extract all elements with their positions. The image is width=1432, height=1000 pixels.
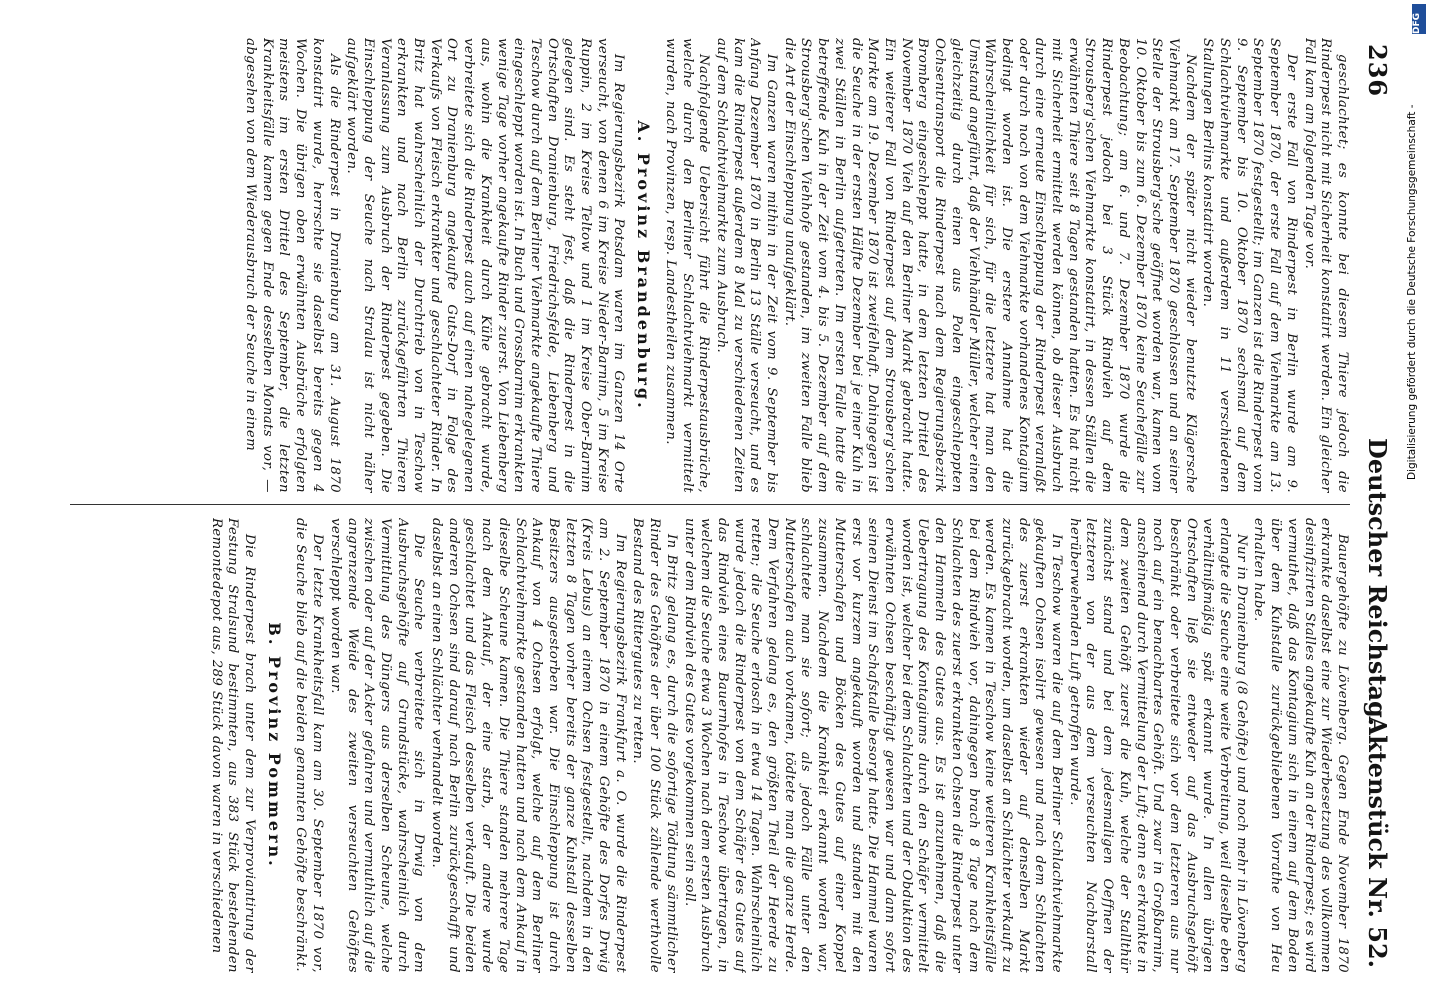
- paragraph: In Teschow waren die auf dem Berliner Schlachtviehmarkte gekauften Ochsen isolirt gewesen und nach dem Schlachten des zuerst erkrankten wieder auf denselben Markt zurückgebracht worden, um daselbst an Schlächter verkauft zu werden. Es kamen in Teschow keine weiteren Krankheitsfälle bei dem Rindvieh vor, dahingegen brach 8 Tage nach dem Schlachten des zuerst erkrankten Ochsen die Rinderpest unter den Hammeln des Gutes aus. Es ist anzunehmen, daß die Uebertragung des Kontagiums durch den Schäfer vermittelt worden ist, welcher bei dem Schlachten und der Obduktion des erwähnten Ochsen beschäftigt gewesen war und dann sofort seinen Dienst im Schafstalle besorgt hatte. Die Hammel waren erst vor kurzem angekauft worden und standen mit den Mutterschafen und Böcken des Gutes auf einer Koppel zusammen. Nachdem die Krankheit erkannt worden war, schlachtete man sie sofort; als jedoch Fälle unter den Mutterschafen auch vorkamen, tödtete man die ganze Herde. Dem Verfahren gelang es, den größten Theil der Heerde zu retten; die Seuche erlosch in etwa 14 Tagen. Wahrscheinlich wurde jedoch die Rinderpest von dem Schäfer des Gutes auf das Rindvieh eines Bauernhofes in Teschow übertragen, in welchem die Seuche etwa 3 Wochen nach dem ersten Ausbruch unter dem Rindvieh des Gutes vorgekommen sein soll.: [681, 518, 1065, 973]
- paragraph: Der erste Fall von Rinderpest in Berlin wurde am 9. September 1870, der erste Fall auf dem Viehmarkte am 13. September 1870 festgestellt; im Ganzen ist die Rinderpest vom 9. September bis 10. Oktober 1870 sechsmal auf dem Schlachtviehmarkte und außerdem in 11 verschiedenen Stallungen Berlins konstatirt worden.: [1200, 38, 1299, 493]
- page-header: [1356, 38, 1400, 978]
- section-heading: A. Provinz Brandenburg.: [634, 120, 654, 411]
- paragraph: Nur in Dranienburg (8 Gehöfte) und noch mehr in Lövenberg erlangte die Seuche eine weite Verbreitung, weil dieselbe eben verhältnißmäßig spät erkannt wurde. In allen übrigen Ortschaften ließ sie entweder auf das Ausbruchsgehöft beschränkt oder verbreitete sich vor dem letzteren aus nur noch auf ein benachbartes Gehöft. Und zwar in Großbarnim, anscheinend durch Vermittelung der Luft; denn es erkrankte in dem zweiten Gehöft zuerst die Kuh, welche der Stallthür zunächst stand und bei dem jedesmaligen Oeffnen der letzteren von der aus dem verseuchten Nachbarstall herüberwehenden Luft getroffen wurde.: [1066, 518, 1249, 973]
- digitization-sidebar: [1404, 0, 1432, 1000]
- paragraph: Die Seuche verbreitete sich in Drwig von dem Ausbruchsgehöfte auf Grundstücke, wahrscheinlich durch Vermittlung des Düngers aus derselben Scheune, welche zwischen oder auf der Acker gefahren und vermuthlich auf die angrenzende Weide des zweiten verseuchten Gehöftes verschleppt worden war.: [327, 518, 427, 973]
- paragraph: Die Rinderpest brach unter dem zur Verproviantirung der Festung Stralsund bestimmten, aus 383 Stück bestehenden Remontedepot aus, 289 Stück davon waren in verschiedenen: [208, 518, 257, 973]
- digitization-credit: Digitalisierung gefördert durch die Deutsche Forschungsgemeinschaft -: [1406, 104, 1418, 480]
- paragraph: Im Regierungsbezirk Frankfurt a. O. wurde die Rinderpest am 2. September 1870 in einem Gehöfte des Dorfes Drwig (Kreis Lebus) an einem Ochsen festgestellt, nachdem in den letzten 8 Tagen vorher bereits der ganze Kuhstall desselben Besitzers ausgestorben war. Die Einschleppung ist durch Ankauf von 4 Ochsen erfolgt, welche auf dem Berliner Schlachtviehmarkte gestanden hatten und nach dem Ankauf in dieselbe Scheune kamen. Die Thiere standen mehrere Tage nach dem Ankauf, der eine starb, der andere wurde geschlachtet und das Fleisch desselben verkauft. Die beiden anderen Ochsen sind darauf nach Berlin zurückgeschafft und daselbst an einen Schlächter verhandelt worden.: [429, 518, 628, 973]
- section-heading: B. Provinz Pommern.: [264, 622, 284, 869]
- paragraph: In Britz gelang es, durch die sofortige Tödtung sämmtlicher Rinder des Gehöftes der über 100 Stück zählende werthvolle Bestand des Rittergutes zu retten.: [630, 518, 679, 973]
- rotated-page-content: [50, 38, 1400, 978]
- paragraph: Im Regierungsbezirk Potsdam waren im Ganzen 14 Orte verseucht, von denen 6 im Kreise Nieder-Barnim, 5 im Kreise Ruppin, 2 im Kreise Teltow und 1 im Kreise Ober-Barnim gelegen sind. Es steht fest, daß die Rinderpest in die Ortschaften Dranienburg, Friedrichsfelde, Liebenberg und Teschow durch auf dem Berliner Viehmarkte angekaufte Thiere eingeschleppt worden ist. In Buch und Grossbarnim erkrankten wenige Tage vorher angekaufte Rinder zuerst. Von Liebenberg aus, wohin die Krankheit durch Kühe gebracht wurde, verbreitete sich die Rinderpest auch auf einen nahegelegenen Ort zu Dranienburg angekaufte Guts-Dorf in Folge des Verkaufs von Fleisch erkrankter und geschlachteter Rinder. In Britz hat wahrscheinlich der Durchtrieb von in Teschow erkrankten und nach Berlin zurückgeführten Thieren Veranlassung zum Ausbruch der Rinderpest gegeben. Die Einschleppung der Seuche nach Stralau ist nicht näher aufgeklärt worden.: [344, 38, 627, 493]
- paragraph: Der letzte Krankheitsfall kam am 30. September 1870 vor, die Seuche blieb auf die beiden genannten Gehöfte beschränkt.: [293, 518, 326, 973]
- right-column: [70, 518, 1350, 973]
- journal-title: Deutscher Reichstag.: [1363, 438, 1392, 727]
- paragraph: Nachdem der später nicht wieder benutzte Klägersche Viehmarkt am 17. September 1870 geschlossen und an seiner Stelle der Strousberg'sche geöffnet worden war, kamen vom 10. Oktober bis zum 6. Dezember 1870 keine Seuchefälle zur Beobachtung; am 6. und 7. Dezember 1870 wurde die Rinderpest jedoch bei 3 Stück Rindvieh auf dem Strousberg'schen Viehmarkte konstatirt, in dessen Ställen die erwähnten Thiere seit 8 Tagen gestanden hatten. Es hat nicht mit Sicherheit ermittelt werden können, ob dieser Ausbruch durch eine erneute Einschleppung der Rinderpest veranlaßt oder durch noch von dem Viehmarkte vorhandenes Kontagium bedingt worden ist. Die erstere Annahme hat die Wahrscheinlichkeit für sich, für die letztere hat man den Umstand angeführt, daß der Viehhändler Müller, welcher einen gleichzeitig durch einen aus Polen eingeschleppten Ochsentransport die Rinderpest nach dem Regierungsbezirk Bromberg eingeschleppt hatte, in dem letzten Drittel des November 1870 Vieh auf den Berliner Markt gebracht hatte. Ein weiterer Fall von Rinderpest auf dem Strousberg'schen Markte am 19. Dezember 1870 ist zweifelhaft. Dahingegen ist die Seuche in der ersten Hälfte Dezember bei je einer Kuh in zwei Ställen in Berlin aufgetreten. Im ersten Falle hatte die betreffende Kuh in der Zeit vom 4. bis 5. Dezember auf dem Strousberg'schen Viehhofe gestanden, im zweiten Falle blieb die Art der Einschleppung unaufgeklärt.: [781, 38, 1198, 493]
- left-column: [70, 38, 1350, 493]
- column-divider: [70, 504, 1350, 505]
- paragraph: Als die Rinderpest in Dranienburg am 31. August 1870 konstatirt wurde, herrschte sie daselbst bereits gegen 4 Wochen. Die übrigen oben erwähnten Ausbrüche erfolgten meistens im ersten Drittel des September, die letzten Krankheitsfälle kamen gegen Ende desselben Monats vor, — abgesehen von dem Wiederausbruch der Seuche in einem: [243, 38, 342, 493]
- paragraph: Im Ganzen waren mithin in der Zeit vom 9. September bis Anfang Dezember 1870 in Berlin 13 Ställe verseucht, und es kam die Rinderpest außerdem 8 Mal zu verschiedenen Zeiten auf dem Schlachtviehmarkte zum Ausbruch.: [713, 38, 780, 493]
- dfg-logo-icon: DFG: [1412, 4, 1426, 34]
- paragraph: Nachfolgende Uebersicht führt die Rinderpestausbrüche, welche durch den Berliner Schlachtviehmarkt vermittelt wurden, nach Provinzen, resp. Landestheilen zusammen.: [662, 38, 712, 493]
- document-issue: Aktenstück Nr. 52.: [1363, 716, 1392, 968]
- paragraph: Bauergehöfte zu Lövenberg. Gegen Ende November 1870 erkrankte daselbst eine zur Wiederbesetzung des vollkommen desinfizirten Stalles angekaufte Kuh an der Rinderpest; es wird vermuthet, daß das Kontagium sich in einem auf dem Boden über dem Kuhstalle zurückgebliebenen Vorrathe von Heu erhalten habe.: [1251, 518, 1350, 973]
- page-number: 236: [1363, 44, 1392, 98]
- paragraph: geschlachtet; es konnte bei diesem Thiere jedoch die Rinderpest nicht mit Sicherheit konstatirt werden. Ein gleicher Fall kam am folgenden Tage vor.: [1301, 38, 1350, 493]
